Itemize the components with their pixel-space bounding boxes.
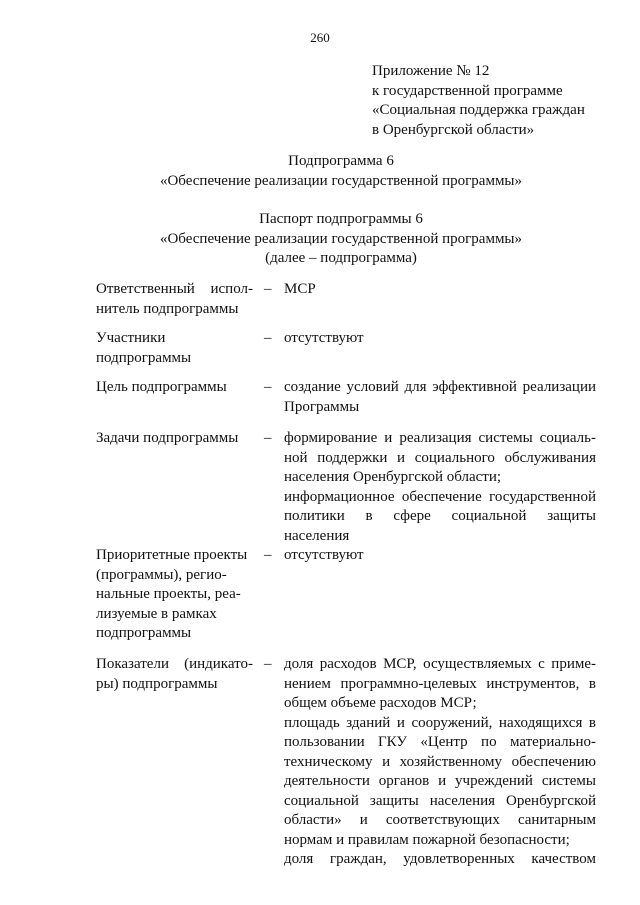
row-value-text: отсутствуют [284,547,364,563]
row-label-line: ры) подпрограммы [96,675,218,692]
row-value-text: отсутствуют [284,330,364,346]
passport-title-line: Паспорт подпрограммы 6 [259,211,423,227]
row-label-line: нитель подпрограммы [96,300,239,317]
row-dash: – [264,281,272,297]
row-dash: – [264,330,272,346]
row-dash: – [264,656,272,672]
row-value-paragraph: формирование и реализация системы социальной поддержки и социального обслуживания населения Оренбургской области; [284,430,596,485]
row-value-paragraph: информационное обеспечение государственной политики в сфере социальной защиты населения [284,488,596,544]
row-label-line: Цель подпрограммы [96,379,227,395]
appendix-line: Приложение № 12 [372,63,490,79]
subprogram-title-line: Подпрограмма 6 [288,153,394,169]
row-dash: – [264,547,272,563]
appendix-line: к государственной программе [372,82,563,99]
row-value-paragraph: доля граждан, удовлетворенных качеством [284,851,596,867]
row-label-line: подпрограммы [96,625,192,641]
row-dash: – [264,430,272,446]
row-label-line: Участники [96,330,166,346]
row-label-line: нальные проекты, реа- [96,586,241,602]
subprogram-title-line: «Обеспечение реализации государственной программы» [159,172,523,189]
row-label-line: Ответственный испол- [96,281,253,297]
row-label-line: лизуемые в рамках [96,605,217,622]
row-value-text: создание условий для эффективной реализации Программы [284,379,596,415]
row-value-text: МСР [284,281,316,297]
row-label-line: Приоритетные проекты [96,547,248,563]
row-label-line: Задачи подпрограммы [96,430,239,446]
row-value [284,280,596,300]
row-value-paragraph: доля расходов МСР, осуществляемых с применением программно-целевых инструментов, в общем объеме расходов МСР; [284,656,596,711]
row-label-line: (программы), регио- [96,566,227,583]
row-label [96,378,253,398]
row-label [96,546,253,644]
row-label-line: Показатели (индикато- [96,656,253,672]
appendix-line: в Оренбургской области» [372,121,535,138]
appendix-line: «Социальная поддержка граждан [372,102,585,118]
subprogram-title [90,152,592,191]
row-value [284,429,596,546]
row-label [96,655,253,694]
row-label [96,329,253,368]
row-value [284,546,596,566]
passport-title [90,210,592,269]
row-value [284,655,596,870]
page-number: 260 [310,30,330,45]
row-label-line: подпрограммы [96,349,192,366]
appendix-header [372,62,622,140]
row-label [96,429,253,449]
passport-title-line: (далее – подпрограмма) [265,250,417,266]
row-label [96,280,253,319]
row-value [284,329,596,349]
row-value [284,378,596,417]
row-dash: – [264,379,272,395]
row-value-paragraph: площадь зданий и сооружений, находящихся в пользовании ГКУ «Центр по материально-техническому и хозяйственному обеспечению деятельности органов и учреждений системы социальной защиты населения Оренбургской области» и соответствующих санитарным нормам и правилам пожарной безопасности; [284,714,596,848]
passport-title-line: «Обеспечение реализации государственной программы» [159,230,523,247]
